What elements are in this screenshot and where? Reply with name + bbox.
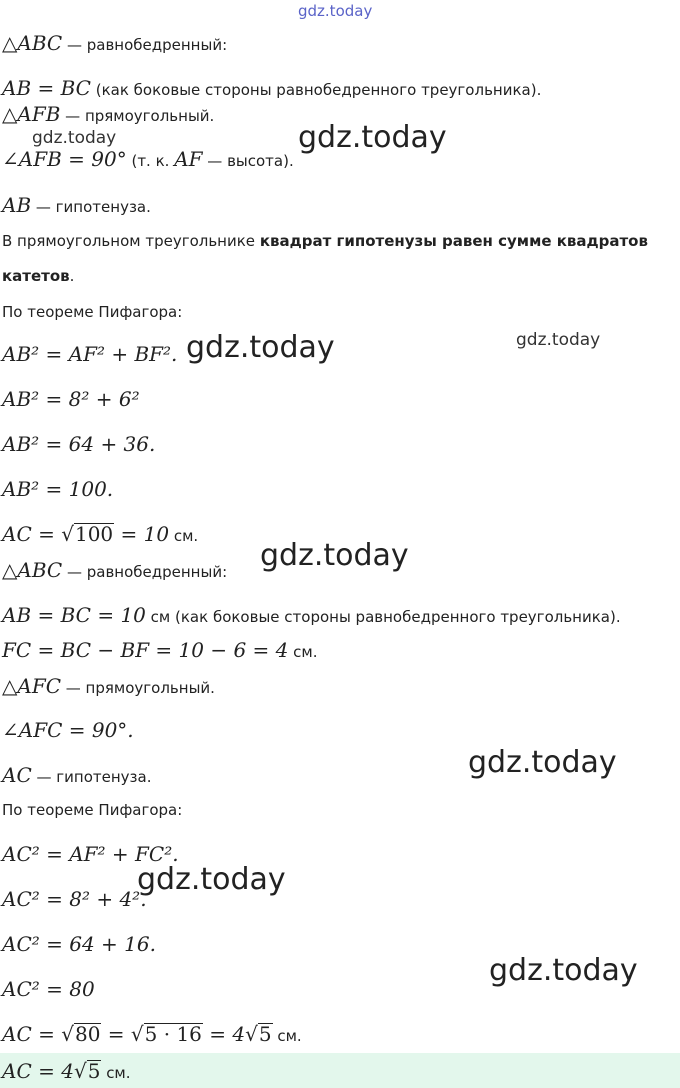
solution-line xyxy=(2,1023,302,1047)
line-text: см. xyxy=(288,643,318,661)
final-answer xyxy=(2,1060,131,1084)
solution-line xyxy=(2,148,294,172)
solution-line xyxy=(2,77,541,101)
math-expression: AB xyxy=(2,193,32,217)
line-text: (как боковые стороны равнобедренного треугольника). xyxy=(90,81,542,99)
line-text: . xyxy=(69,267,75,285)
solution-line xyxy=(2,978,95,1002)
radicand: 80 xyxy=(74,1022,101,1046)
math-expression: = 10 xyxy=(114,522,170,546)
solution-line xyxy=(2,194,151,218)
line-text: В прямоугольном треугольнике xyxy=(2,232,260,250)
solution-line xyxy=(2,604,621,628)
math-expression: = 4√ xyxy=(202,1022,258,1046)
watermark: gdz.today xyxy=(186,330,335,365)
radicand: 5 xyxy=(258,1022,272,1046)
line-text: — прямоугольный. xyxy=(61,679,215,697)
math-expression: AC² = 80 xyxy=(2,977,95,1001)
watermark: gdz.today xyxy=(489,953,638,988)
math-expression: AC² = 64 + 16. xyxy=(2,932,156,956)
line-text: По теореме Пифагора: xyxy=(2,801,183,819)
solution-line xyxy=(2,719,134,743)
bold-text: катетов xyxy=(2,267,70,285)
radicand: 5 xyxy=(87,1059,101,1083)
line-text: см. xyxy=(101,1064,131,1082)
line-text: — гипотенуза. xyxy=(31,198,151,216)
solution-line xyxy=(2,888,147,912)
solution-line xyxy=(2,523,198,547)
line-text: см. xyxy=(272,1027,302,1045)
math-expression: AF xyxy=(174,147,203,171)
math-expression: AC = 4√ xyxy=(2,1059,87,1083)
watermark: gdz.today xyxy=(298,120,447,155)
solution-line xyxy=(2,230,648,252)
math-expression: △ABC xyxy=(2,558,63,582)
solution-line xyxy=(2,559,227,583)
math-expression: AB² = 8² + 6² xyxy=(2,387,140,411)
math-expression: ∠AFC = 90°. xyxy=(2,718,134,742)
solution-line xyxy=(2,478,113,502)
solution-line xyxy=(2,265,74,287)
solution-line xyxy=(2,103,214,127)
solution-line xyxy=(2,301,182,323)
line-text: — равнобедренный: xyxy=(62,563,228,581)
line-text: см (как боковые стороны равнобедренного треугольника). xyxy=(145,608,621,626)
line-text: (т. к. xyxy=(126,152,175,170)
solution-line xyxy=(2,933,156,957)
math-expression: AB² = 100. xyxy=(2,477,114,501)
math-expression: AB² = 64 + 36. xyxy=(2,432,156,456)
math-expression: AC xyxy=(2,763,32,787)
math-expression: AB = BC xyxy=(2,76,91,100)
line-text: — гипотенуза. xyxy=(31,768,152,786)
watermark: gdz.today xyxy=(260,538,409,573)
math-expression: AC = √ xyxy=(2,522,74,546)
line-text: По теореме Пифагора: xyxy=(2,303,183,321)
solution-line xyxy=(2,799,182,821)
radicand: 5 · 16 xyxy=(144,1022,202,1046)
watermark: gdz.today xyxy=(468,745,617,780)
watermark: gdz.today xyxy=(516,330,601,350)
watermark: gdz.today xyxy=(32,128,117,148)
solution-line xyxy=(2,639,318,663)
solution-line xyxy=(2,433,155,457)
math-expression: △ABC xyxy=(2,31,63,55)
math-expression: AC = √ xyxy=(2,1022,74,1046)
math-expression: AC² = 8² + 4². xyxy=(2,887,147,911)
solution-line xyxy=(2,388,140,412)
math-expression: ∠AFB = 90° xyxy=(2,147,127,171)
solution-line xyxy=(2,843,179,867)
solution-line xyxy=(2,764,152,788)
math-expression: AC² = AF² + FC². xyxy=(2,842,179,866)
solution-line xyxy=(2,675,215,699)
math-expression: △AFC xyxy=(2,674,62,698)
line-text: — равнобедренный: xyxy=(62,36,228,54)
line-text: см. xyxy=(169,527,199,545)
solution-line xyxy=(2,343,177,367)
math-expression: AB² = AF² + BF². xyxy=(2,342,178,366)
watermark: gdz.today xyxy=(137,862,286,897)
watermark-top: gdz.today xyxy=(298,2,373,20)
line-text: — высота). xyxy=(202,152,294,170)
line-text: — прямоугольный. xyxy=(60,107,215,125)
math-expression: = √ xyxy=(101,1022,144,1046)
solution-line xyxy=(2,32,227,56)
math-expression: FC = BC − BF = 10 − 6 = 4 xyxy=(2,638,289,662)
math-expression: △AFB xyxy=(2,102,61,126)
radicand: 100 xyxy=(74,522,114,546)
math-expression: AB = BC = 10 xyxy=(2,603,146,627)
bold-text: квадрат гипотенузы равен сумме квадратов xyxy=(259,232,648,250)
